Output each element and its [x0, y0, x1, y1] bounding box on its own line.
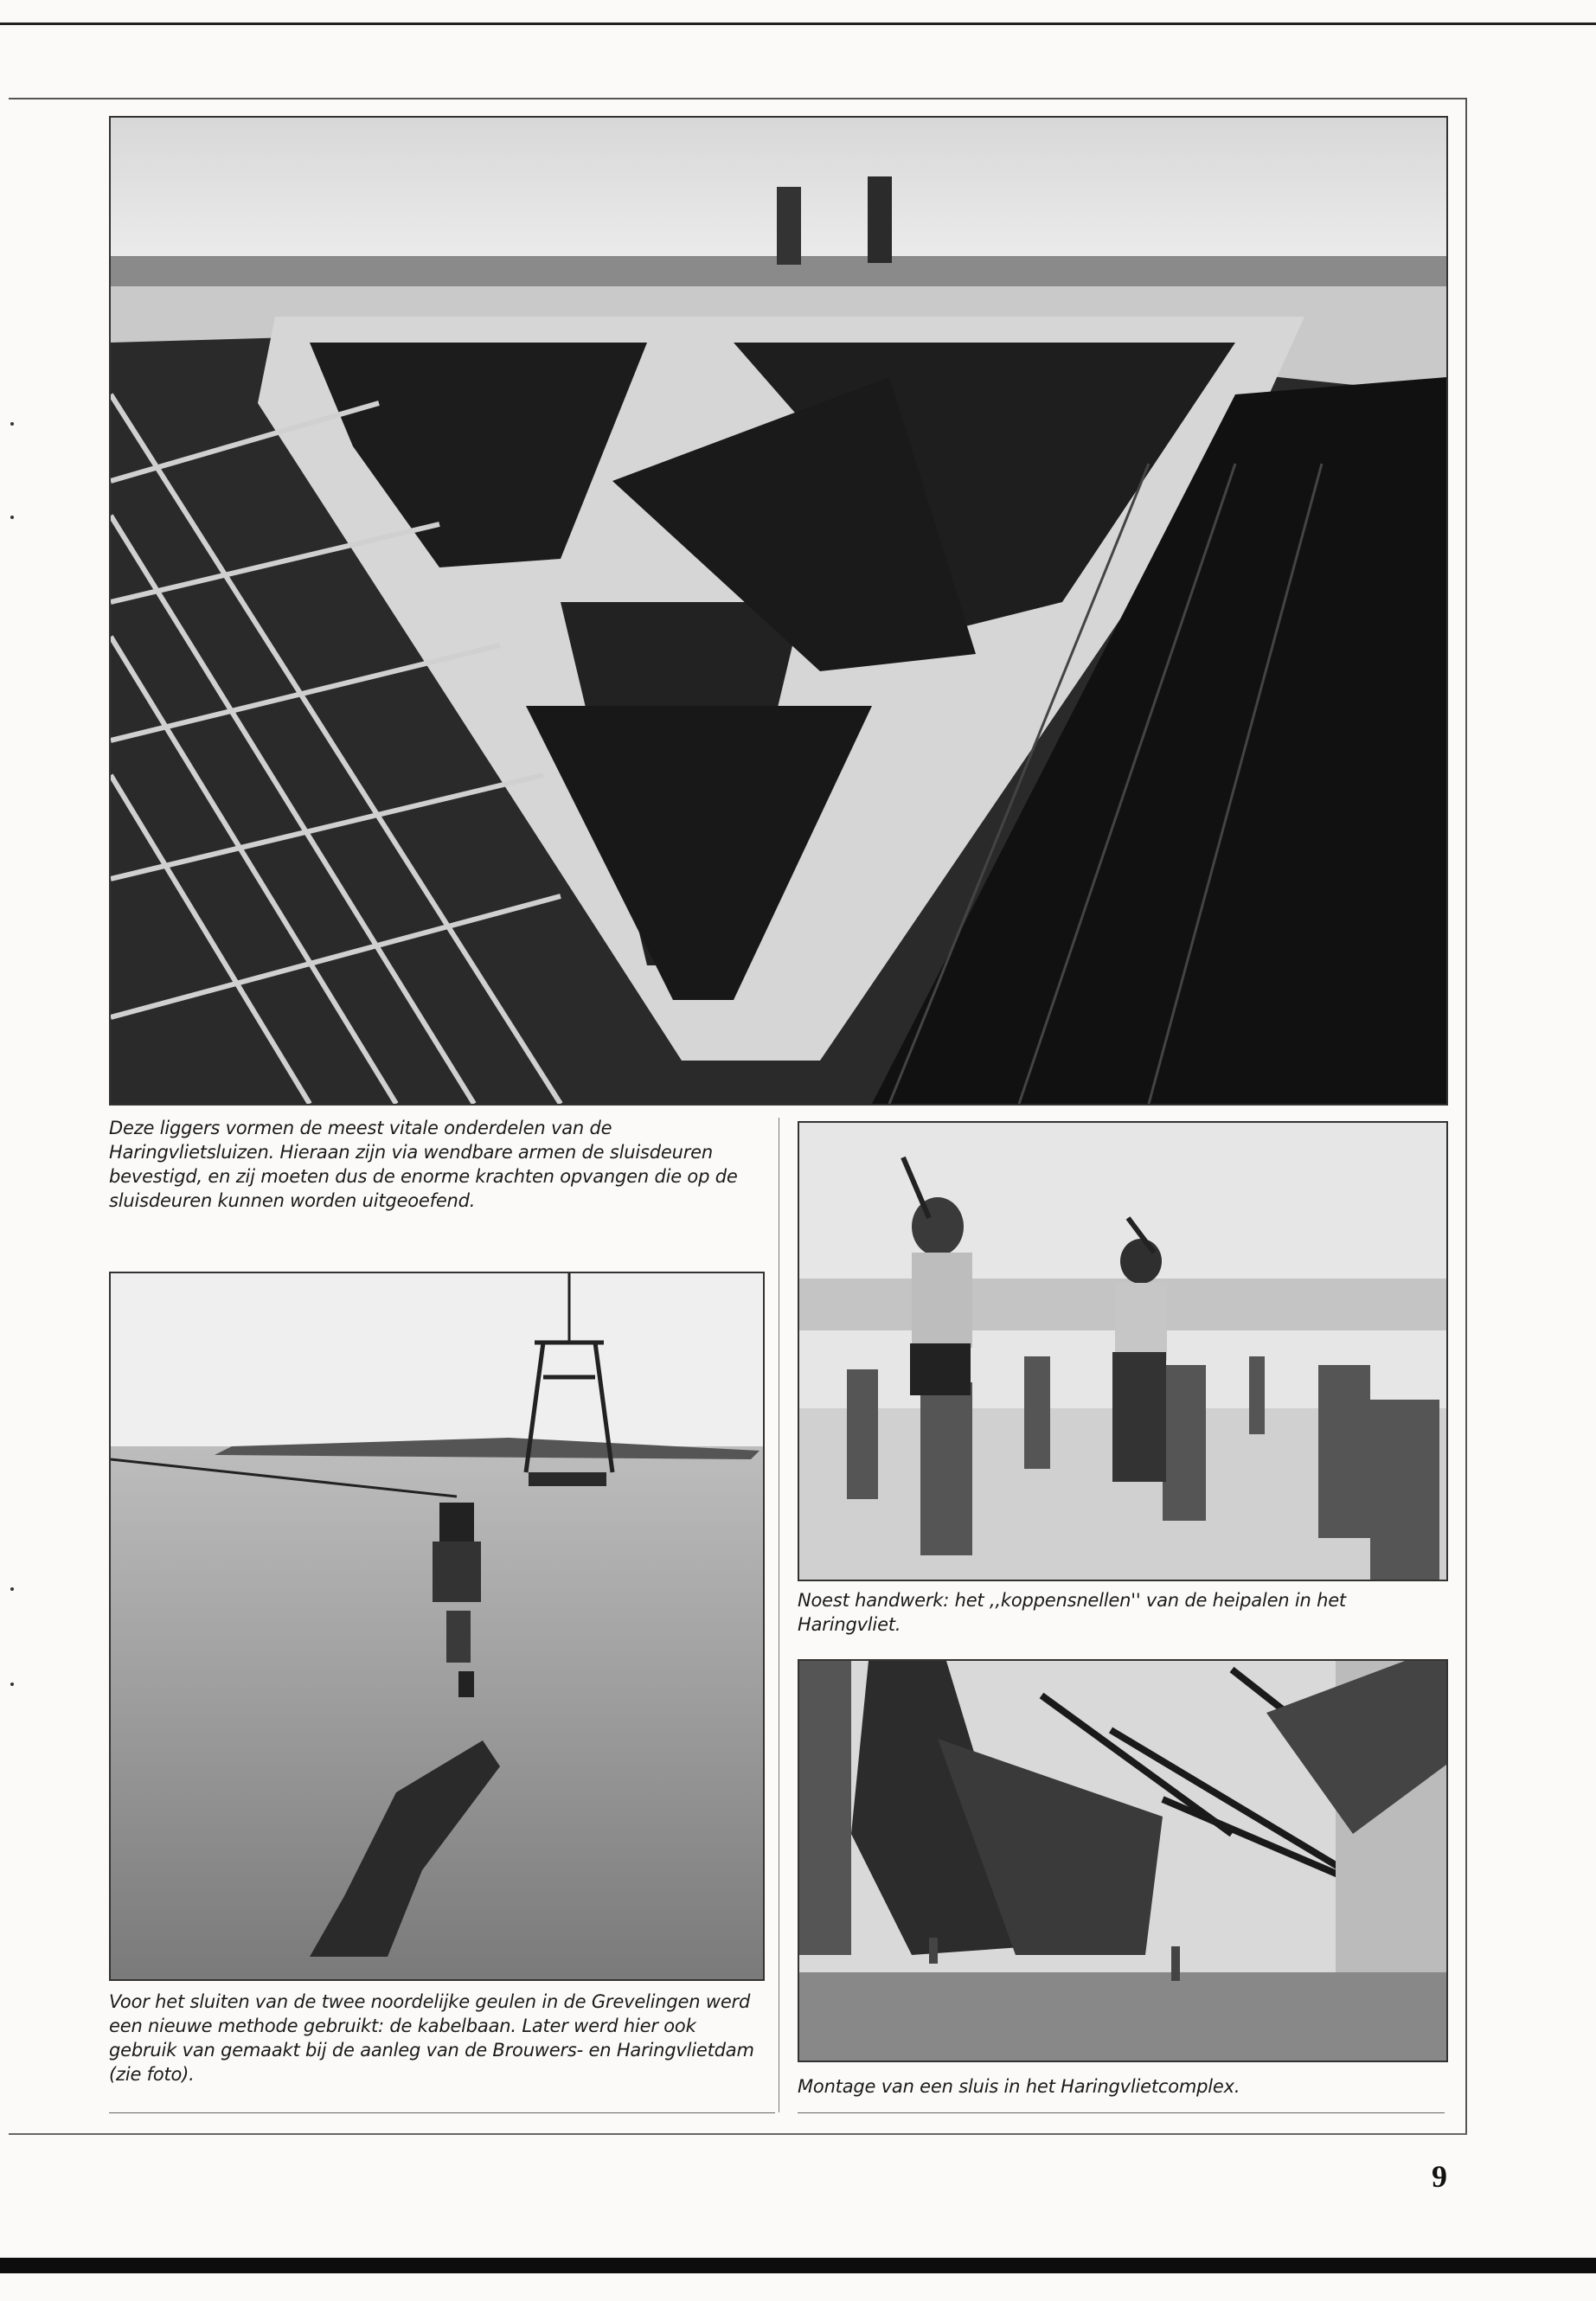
- top-rule: [0, 22, 1596, 25]
- photo-beams: [109, 116, 1448, 1106]
- frame-right-rule: [1465, 98, 1467, 2135]
- margin-mark: [10, 1682, 14, 1686]
- margin-mark: [10, 422, 14, 426]
- photo-pile-cutting: [798, 1121, 1448, 1581]
- margin-mark: [10, 516, 14, 519]
- caption-beams: Deze liggers vormen de meest vitale onderdelen van de Haringvlietsluizen. Hieraan zijn via wendbare armen de sluisdeuren bevestigd, en zij moeten dus de enorme krachten opvangen die op de sluisdeuren kunnen worden uitgeoefend.: [109, 1118, 738, 1211]
- margin-mark: [10, 1587, 14, 1591]
- frame-top-rule: [9, 98, 1467, 99]
- caption-gate-assembly: Montage van een sluis in het Haringvlietcomplex.: [798, 2076, 1240, 2097]
- caption-rule: [109, 2112, 775, 2113]
- page-number: 9: [1432, 2159, 1447, 2194]
- photo-gate-assembly: [798, 1659, 1448, 2062]
- caption-cableway: Voor het sluiten van de twee noordelijke geulen in de Grevelingen werd een nieuwe methode gebruikt: de kabelbaan. Later werd hier ook gebruik van gemaakt bij de aanleg van de Brouwers- en Haringvlietdam (zie foto).: [109, 1991, 754, 2085]
- photo-cableway: [109, 1272, 765, 1981]
- bottom-rule: [0, 2258, 1596, 2273]
- caption-rule: [798, 2112, 1445, 2113]
- frame-bottom-rule: [9, 2133, 1467, 2135]
- caption-pile-cutting: Noest handwerk: het ,,koppensnellen'' van de heipalen in het Haringvliet.: [798, 1590, 1346, 1635]
